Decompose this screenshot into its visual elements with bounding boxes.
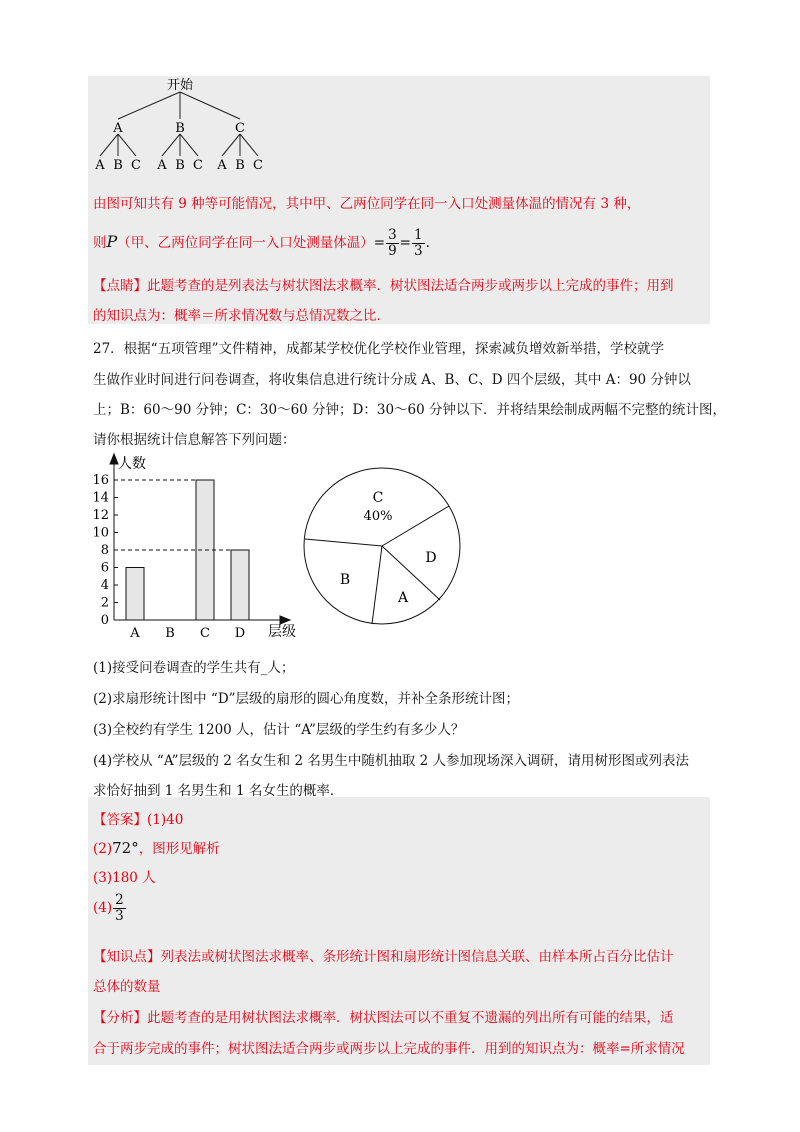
solution-line-2: 则P（甲、乙两位同学在同一入口处测量体温）= $\frac{3}{9}$ = $\frac{1}{3}$ . xyxy=(93,227,430,259)
answer-line-3: (3)180 人 xyxy=(93,870,156,886)
analysis-line-2: 合于两步完成的事件；树状图法适合两步或两步以上完成的事件．用到的知识点为：概率=所求情况 xyxy=(93,1041,685,1057)
y-tick-label: 6 xyxy=(100,560,109,576)
tree-node: A xyxy=(113,121,123,136)
tree-leaf: C xyxy=(193,158,203,173)
pie-label-b: B xyxy=(339,572,351,588)
analysis-tag: 【分析】 xyxy=(93,1010,147,1026)
tree-leaf: A xyxy=(217,158,227,173)
pie-divider xyxy=(372,546,382,624)
pie-label-d: D xyxy=(425,550,437,566)
y-tick-label: 10 xyxy=(92,525,109,541)
knowledge-line-1: 【知识点】列表法或树状图法求概率、条形统计图和扇形统计图信息关联、由样本所占百分比估计 xyxy=(93,949,674,965)
probability-symbol: P xyxy=(106,231,118,251)
y-tick-label: 16 xyxy=(92,473,109,488)
answer-line-2: (2)72°，图形见解析 xyxy=(93,839,220,857)
tree-diagram xyxy=(88,76,278,174)
bar-d xyxy=(231,550,249,620)
x-axis-arrow xyxy=(280,616,290,624)
tree-leaf: C xyxy=(131,158,141,173)
bar-chart-xlabel: 层级 xyxy=(268,624,296,640)
y-tick-label: 4 xyxy=(100,578,109,593)
tree-leaf: B xyxy=(113,158,123,173)
problem-line-4: 请你根据统计信息解答下列问题： xyxy=(93,432,296,448)
y-tick-label: 8 xyxy=(100,543,109,558)
fraction-3-9: $\frac{3}{9}$ xyxy=(388,227,397,259)
bar-chart-ylabel: 人数 xyxy=(118,456,146,472)
tree-node: B xyxy=(175,121,185,136)
comment-tag: 【点睛】 xyxy=(93,278,147,294)
question-2: (2)求扇形统计图中 “D”层级的扇形的圆心角度数，并补全条形统计图； xyxy=(93,691,520,707)
fraction-2-3: $\frac{2}{3}$ xyxy=(115,892,124,924)
pie-divider xyxy=(305,539,382,546)
pie-label-c: C xyxy=(372,490,384,506)
answer-line-1: 【答案】(1)40 xyxy=(93,812,184,828)
tree-node: C xyxy=(235,121,245,136)
x-tick-label: A xyxy=(130,626,140,641)
x-tick-label: D xyxy=(234,626,246,641)
comment-line-2: 的知识点为：概率＝所求情况数与总情况数之比． xyxy=(93,308,390,324)
bar-a xyxy=(126,568,144,621)
answer-tag: 【答案】 xyxy=(93,812,147,828)
pie-chart xyxy=(300,460,470,632)
tree-leaf: B xyxy=(175,158,185,173)
fraction-1-3: $\frac{1}{3}$ xyxy=(413,227,423,259)
problem-line-1: 27．根据“五项管理”文件精神，成都某学校优化学校作业管理，探索减负增效新举措，学校就学 xyxy=(93,341,664,357)
y-tick-label: 12 xyxy=(92,508,109,523)
knowledge-line-2: 总体的数量 xyxy=(93,979,161,995)
tree-root: 开始 xyxy=(166,78,194,93)
knowledge-tag: 【知识点】 xyxy=(93,949,161,965)
y-tick-label: 0 xyxy=(100,613,109,628)
problem-line-2: 生做作业时间进行问卷调查，将收集信息进行统计分成 A、B、C、D 四个层级，其中 A：90 分钟以 xyxy=(93,372,691,388)
x-tick-label: C xyxy=(200,626,210,641)
analysis-line-1: 【分析】此题考查的是用树状图法求概率．树状图法可以不重复不遗漏的列出所有可能的结果，适 xyxy=(93,1010,674,1026)
x-tick-label: B xyxy=(165,626,175,641)
tree-leaf: C xyxy=(253,158,263,173)
pie-label-a: A xyxy=(397,590,409,606)
bar-chart xyxy=(88,448,303,646)
answer-line-4: (4) $\frac{2}{3}$ xyxy=(93,892,124,924)
solution-line-1: 由图可知共有 9 种等可能情况，其中甲、乙两位同学在同一入口处测量体温的情况有 3 种， xyxy=(93,196,641,212)
y-axis-arrow xyxy=(110,454,118,464)
question-4-line-2: 求恰好抽到 1 名男生和 1 名女生的概率． xyxy=(93,783,344,799)
question-3: (3)全校约有学生 1200 人，估计 “A”层级的学生约有多少人？ xyxy=(93,722,465,738)
question-4-line-1: (4)学校从 “A”层级的 2 名女生和 2 名男生中随机抽取 2 人参加现场深入调研，请用树形图或列表法 xyxy=(93,753,689,769)
tree-leaf: A xyxy=(95,158,105,173)
y-tick-label: 14 xyxy=(92,490,109,506)
problem-line-3: 上；B：60～90 分钟；C：30～60 分钟；D：30～60 分钟以下．并将结果绘制成两幅不完整的统计图， xyxy=(93,402,727,418)
y-tick-label: 2 xyxy=(100,595,109,611)
tree-leaf: B xyxy=(235,158,245,173)
pie-annotation-c: 40% xyxy=(363,509,393,524)
tree-leaf: A xyxy=(157,158,167,173)
comment-line-1: 【点睛】此题考查的是列表法与树状图法求概率．树状图法适合两步或两步以上完成的事件；用到 xyxy=(93,278,674,294)
question-1: (1)接受问卷调查的学生共有_人； xyxy=(93,660,295,676)
